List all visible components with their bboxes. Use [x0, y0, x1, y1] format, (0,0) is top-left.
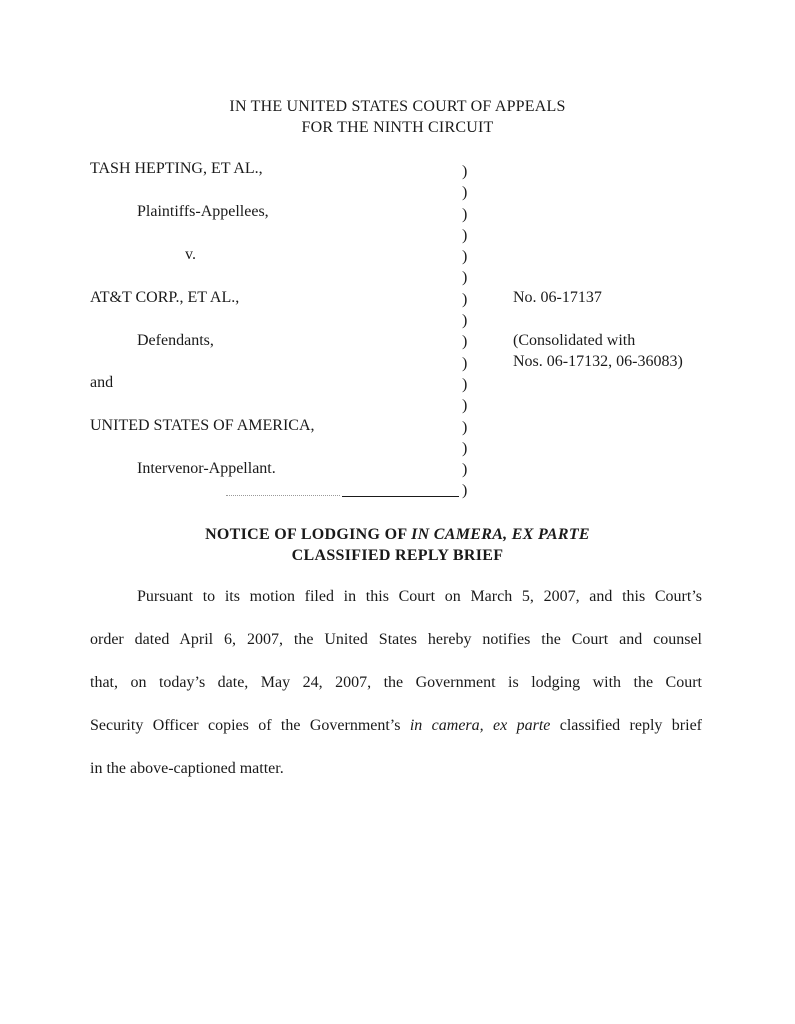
court-heading-line-2: FOR THE NINTH CIRCUIT	[301, 119, 494, 136]
court-heading-line-1: IN THE UNITED STATES COURT OF APPEALS	[229, 98, 566, 115]
and-label: and	[90, 374, 114, 391]
caption-paren: )	[462, 439, 468, 457]
defendants-role: Defendants,	[137, 332, 214, 349]
caption-paren: )	[462, 461, 468, 479]
consolidated-line-1: (Consolidated with	[513, 332, 636, 349]
caption-paren: )	[462, 163, 468, 180]
caption-rule	[342, 496, 459, 497]
caption-paren: )	[462, 354, 468, 372]
notice-title-prefix: NOTICE OF LODGING OF	[205, 526, 412, 543]
caption-paren: )	[462, 397, 468, 415]
caption-paren: )	[462, 375, 468, 393]
notice-title-line-1	[0, 524, 795, 545]
caption-paren: )	[462, 290, 468, 308]
consolidated-line-2: Nos. 06-17132, 06-36083)	[513, 353, 683, 370]
body-line-4	[90, 717, 702, 735]
plaintiffs-name: TASH HEPTING, ET AL.,	[90, 160, 263, 177]
body-line-5: in the above-captioned matter.	[90, 760, 284, 777]
body-line-4-italic: in camera, ex parte	[409, 717, 551, 734]
versus-label: v.	[185, 246, 196, 263]
caption-parens-column	[462, 161, 467, 502]
notice-title-italic: IN CAMERA, EX PARTE	[411, 526, 590, 543]
caption-dotted-rule	[226, 495, 340, 496]
caption-paren: )	[462, 482, 468, 500]
court-heading	[0, 96, 795, 138]
caption-paren: )	[462, 205, 468, 223]
notice-title	[0, 524, 795, 566]
plaintiffs-role: Plaintiffs-Appellees,	[137, 203, 269, 220]
body-line-3: that, on today’s date, May 24, 2007, the Government is lodging with the Court	[90, 674, 702, 691]
body-line-2: order dated April 6, 2007, the United States hereby notifies the Court and counsel	[90, 631, 702, 648]
caption-paren: )	[462, 333, 468, 351]
body-line-4-suffix: classified reply brief	[550, 717, 703, 734]
body-line-1: Pursuant to its motion filed in this Court on March 5, 2007, and this Court’s	[137, 588, 702, 605]
case-number: No. 06-17137	[513, 289, 602, 306]
caption-paren: )	[462, 184, 468, 202]
caption-paren: )	[462, 418, 468, 436]
intervenor-name: UNITED STATES OF AMERICA,	[90, 417, 315, 434]
notice-title-line-2: CLASSIFIED REPLY BRIEF	[291, 547, 504, 564]
caption-paren: )	[462, 226, 468, 244]
caption-paren: )	[462, 312, 468, 330]
defendants-name: AT&T CORP., ET AL.,	[90, 289, 240, 306]
caption-paren: )	[462, 248, 468, 266]
caption-paren: )	[462, 269, 468, 287]
body-line-4-prefix: Security Officer copies of the Government’s	[90, 717, 410, 734]
intervenor-role: Intervenor-Appellant.	[137, 460, 276, 477]
